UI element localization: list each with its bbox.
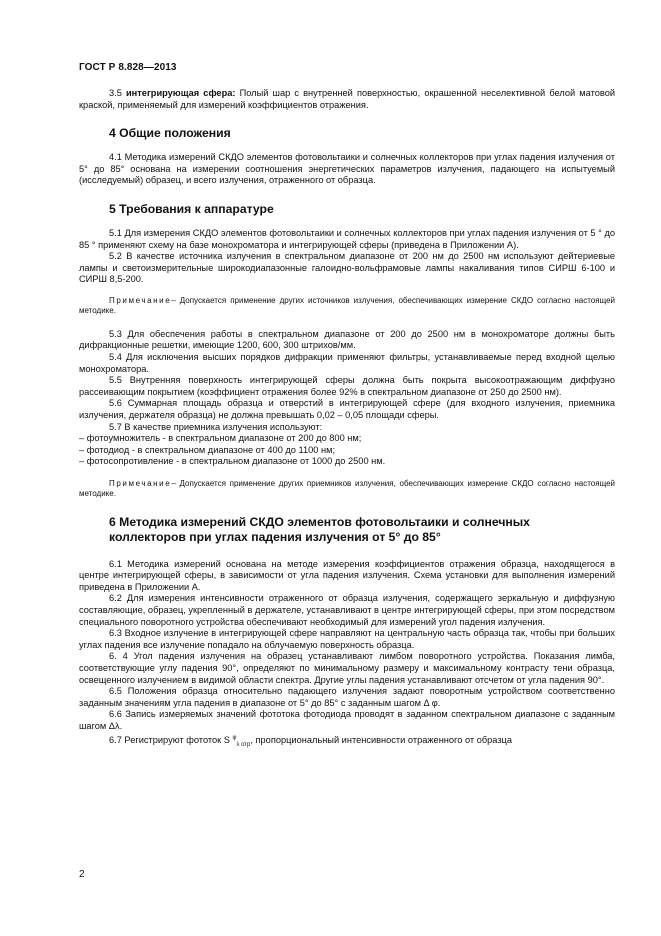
symbol-lambda-subscript: λ отр [236,741,251,748]
clause-6-3: 6.3 Входное излучение в интегрирующей сфере направляют на центральную часть образца так, чтобы при больших углах падения все излучение попадало на облучаемую поверхность образца. [79,628,615,650]
clause-6-5: 6.5 Положения образца относительно падающего излучения задают поворотным устройством соответственно заданным значениям угла падения в диапазоне от 5° до 85° с заданным шагом Δ φ. [79,686,615,708]
document-header-id: ГОСТ Р 8.828—2013 [79,62,177,73]
term-integrating-sphere: интегрирующая сфера: [126,88,236,98]
note-1 [79,296,615,317]
clause-6-7-start: 6.7 Регистрируют фототок S [109,734,233,745]
section-6-title-line2: коллекторов при углах падения излучения от 5° до 85° [109,530,441,545]
section-5-title: 5 Требования к аппаратуре [109,201,274,216]
clause-5-4: 5.4 Для исключения высших порядков дифракции применяют фильтры, устанавливаемые перед входной щелью монохроматора. [79,351,615,374]
list-item: – фотосопротивление - в спектральном диапазоне от 1000 до 2500 нм. [79,456,386,467]
clause-6-1: 6.1 Методика измерений основана на методе измерения коэффициентов отражения образца, находящегося в центре интегрирующей сферы, в зависимости от угла падения излучения. Схема установки для выполнения измерений приведена в Приложении А. [79,558,615,592]
list-item: – фотоумножитель - в спектральном диапазоне от 200 до 800 нм; [79,433,362,444]
page-number: 2 [79,869,85,880]
note-label: Примечание [109,478,172,488]
note-2 [79,479,615,500]
clause-5-5: 5.5 Внутренняя поверхность интегрирующей сферы должна быть покрыта высокоотражающим диффузно рассеивающим покрытием (коэффициент отражения более 92% в спектральном диапазоне от 250 до 2500 нм). [79,375,615,397]
section-6-title-line1: 6 Методика измерений СКДО элементов фотовольтаики и солнечных [109,514,530,529]
section-6-title [79,515,615,546]
clause-6-7-end: , пропорциональный интенсивности отраженного от образца [250,734,513,745]
note-text: – Допускается применение других источников излучения, обеспечивающих измерение СКДО согласно настоящей методике. [79,295,615,316]
term-definition: Полый шар с внутренней поверхностью, окрашенной неселективной белой матовой краской, применяемый для измерений коэффициентов отражения. [79,88,616,110]
clause-5-7: 5.7 В качестве приемника излучения используют: [109,421,323,432]
clause-5-1: 5.1 Для измерения СКДО элементов фотовольтаики и солнечных коллекторов при углах падения излучения от 5 ° до 85 ° применяют схему на базе монохроматора и интегрирующей сферы (приведена в Приложении А). [79,227,615,250]
clause-6-6: 6.6 Запись измеряемых значений фототока фотодиода проводят в заданном спектральном диапазоне с заданным шагом Δλ. [79,709,615,731]
clause-4-1: 4.1 Методика измерений СКДО элементов фотовольтаики и солнечных коллекторов при углах падения излучения от 5° до 85° основана на измерении соотношения энергетических параметров излучения, падающего на испытуемый (исследуемый) образец, и всего излучения, отраженного от образца. [79,152,615,186]
clause-6-2: 6.2 Для измерения интенсивности отраженного от образца излучения, содержащего зеркальную и диффузную составляющие, образец, укрепленный в держателе, устанавливают в центре интегрирующей сферы, при этом посредством специального поворотного устройства обеспечивают необходимый для измерений угол падения излучения. [79,593,615,627]
clause-6-7 [79,733,615,752]
list-item: – фотодиод - в спектральном диапазоне от 400 до 1100 нм; [79,444,336,455]
clause-number: 3.5 [109,88,122,98]
clause-5-2: 5.2 В качестве источника излучения в спектральном диапазоне от 200 нм до 2500 нм используют дейтериевые лампы и светоизмерительные широкодиапазонные галоидно-вольфрамовые лампы накаливания типов СИРШ 6-100 и СИРШ 8,5-200. [79,251,615,285]
clause-5-3: 5.3 Для обеспечения работы в спектральном диапазоне от 200 до 2500 нм в монохроматоре должны быть дифракционные решетки, имеющие 1200, 600, 300 штрихов/мм. [79,328,615,351]
note-label: Примечание [109,295,172,305]
symbol-phi: φ [232,734,237,741]
clause-6-4: 6. 4 Угол падения излучения на образец устанавливают лимбом поворотного устройства. Показания лимба, соответствующие углу падения 90°, определяют по минимальному размеру и максимальному контрасту тени образца, освещенного излучением в видимой области спектра. Другие углы падения устанавливают отсчетом от угла падения 90°. [79,651,615,685]
note-text: – Допускается применение других приемников излучения, обеспечивающих измерение СКДО согласно настоящей методике. [79,478,615,499]
clause-5-6: 5.6 Суммарная площадь образца и отверстий в интегрирующей сфере (для входного излучения, приемника излучения, держателя образца) не должна превышать 0,02 – 0,05 площади сферы. [79,398,615,420]
page-content [79,88,615,751]
clause-3-5 [79,88,615,111]
section-4-title: 4 Общие положения [109,126,231,141]
